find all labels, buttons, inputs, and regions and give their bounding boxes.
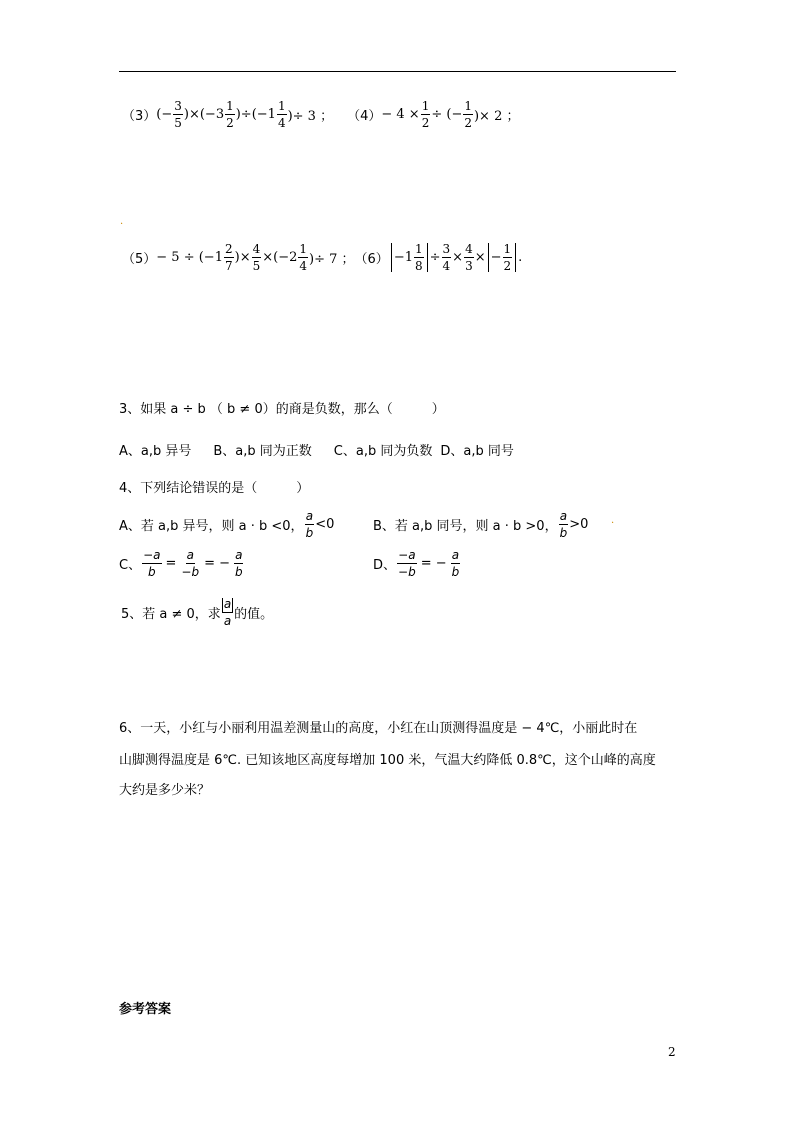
p3-text: )÷ 3 ； — [287, 109, 334, 124]
p3-text: )×(−3 — [183, 107, 225, 122]
denominator: 2 — [503, 259, 512, 273]
p6-text: . — [518, 250, 523, 265]
fraction — [142, 549, 161, 578]
question-3-options — [119, 440, 514, 459]
numerator: −a — [143, 548, 161, 562]
numerator — [222, 598, 233, 613]
numerator: 1 — [503, 242, 512, 256]
header-rule — [119, 71, 676, 72]
p6-text: × — [452, 250, 464, 265]
numerator: 2 — [224, 242, 233, 256]
numerator: a — [186, 548, 194, 562]
fraction — [559, 510, 569, 539]
p3-text: )÷(−1 — [235, 107, 276, 122]
option-b: B、a,b 同为正数 — [213, 444, 312, 459]
denominator: 2 — [464, 116, 472, 130]
problem-5-label: （5） — [122, 252, 157, 267]
denominator: 4 — [277, 116, 286, 130]
question-6-line-3: 大约是多少米？ — [119, 783, 211, 798]
option-d-text: D、 — [373, 558, 397, 573]
question-4-option-d — [373, 549, 461, 578]
denominator: 5 — [174, 116, 182, 130]
option-d: D、a,b 同号 — [440, 444, 514, 459]
p4-text: − 4 × — [381, 107, 420, 122]
answer-heading: 参考答案 — [119, 1002, 172, 1017]
denominator: 4 — [299, 259, 308, 273]
denominator: 3 — [465, 259, 473, 273]
option-c-text: C、 — [119, 558, 142, 573]
fraction — [234, 549, 244, 578]
question-5-prefix: 5、若 a ≠ 0，求 — [121, 607, 221, 622]
fraction — [224, 243, 234, 272]
denominator: b — [235, 565, 243, 579]
denominator: −b — [181, 565, 200, 579]
p3-text: (− — [156, 107, 173, 122]
fraction — [222, 598, 233, 627]
equals-sign: = — [165, 556, 177, 571]
fraction — [451, 549, 461, 578]
fraction — [464, 243, 474, 272]
p6-text: −1 — [393, 250, 413, 265]
question-5-suffix: 的值。 — [234, 607, 274, 622]
denominator: 4 — [442, 259, 451, 273]
denominator: b — [559, 526, 568, 540]
numerator: a — [235, 548, 243, 562]
numerator: 1 — [299, 242, 308, 256]
denominator: b — [305, 526, 314, 540]
denominator: b — [147, 565, 156, 579]
problem-3-label: （3） — [122, 109, 157, 124]
fraction — [252, 243, 262, 272]
page-number: 2 — [668, 1045, 676, 1059]
numerator: 3 — [174, 99, 182, 113]
denominator: 5 — [252, 259, 261, 273]
fraction — [180, 549, 200, 578]
numerator: a — [305, 509, 314, 523]
numerator: a — [559, 509, 568, 523]
denominator: 7 — [224, 259, 233, 273]
option-a: A、a,b 异号 — [119, 444, 192, 459]
p5-text: )÷ 7 ； — [309, 252, 355, 267]
p5-text: − 5 ÷ (−1 — [156, 250, 223, 265]
option-b-text: B、若 a,b 同号，则 a · b >0， — [373, 519, 558, 534]
fraction — [397, 549, 417, 578]
fraction — [173, 100, 183, 129]
fraction — [305, 510, 315, 539]
problem-3-4-line — [122, 100, 520, 129]
question-4-text: 4、下列结论错误的是（ ） — [119, 481, 310, 496]
absolute-value — [391, 243, 428, 272]
equals-sign: = − — [420, 556, 447, 571]
fraction — [503, 243, 513, 272]
fraction — [277, 100, 287, 129]
p6-text: ÷ — [429, 250, 441, 265]
numerator: 3 — [442, 242, 451, 256]
question-6-line-2: 山脚测得温度是 6℃. 已知该地区高度每增加 100 米，气温大约降低 0.8℃，这个山峰的高度 — [119, 753, 656, 768]
option-a-text: A、若 a,b 异号，则 a · b <0， — [119, 519, 304, 534]
denominator: a — [223, 614, 232, 628]
absolute-value — [488, 243, 517, 272]
stray-dot: . — [611, 515, 615, 526]
denominator: b — [451, 565, 460, 579]
numerator: 4 — [252, 242, 261, 256]
fraction — [225, 100, 235, 129]
denominator: 2 — [421, 116, 430, 130]
p4-text: )× 2 ； — [473, 109, 520, 124]
abs-a: a — [223, 597, 232, 611]
p6-text: × — [474, 250, 486, 265]
question-4-option-b — [373, 510, 588, 539]
denominator: 2 — [226, 116, 234, 130]
p5-text: ×(−2 — [262, 250, 298, 265]
numerator: a — [451, 548, 460, 562]
problem-4-label: （4） — [347, 109, 382, 124]
numerator: 1 — [421, 99, 430, 113]
numerator: −a — [398, 548, 416, 562]
question-3-text: 3、如果 a ÷ b （ b ≠ 0）的商是负数，那么（ ） — [119, 402, 445, 417]
equals-sign: = − — [204, 556, 230, 571]
fraction — [442, 243, 452, 272]
problem-5-6-line — [122, 243, 522, 272]
fraction — [421, 100, 431, 129]
numerator: 1 — [226, 99, 234, 113]
fraction — [414, 243, 424, 272]
fraction — [298, 243, 308, 272]
question-4-option-c — [119, 549, 245, 578]
denominator: 8 — [414, 259, 423, 273]
option-a-text: <0 — [315, 517, 335, 532]
numerator: 1 — [277, 99, 286, 113]
fraction — [463, 100, 473, 129]
p6-text: − — [490, 250, 502, 265]
numerator: 1 — [464, 99, 472, 113]
option-c: C、a,b 同为负数 — [333, 444, 433, 459]
denominator: −b — [398, 565, 416, 579]
option-b-text: >0 — [569, 517, 589, 532]
stray-dot: . — [120, 216, 124, 227]
question-6-line-1: 6、一天，小红与小丽利用温差测量山的高度，小红在山顶测得温度是 − 4℃，小丽此时在 — [119, 721, 638, 736]
numerator: 4 — [465, 242, 473, 256]
question-4-option-a — [119, 510, 334, 539]
numerator: 1 — [414, 242, 423, 256]
problem-6-label: （6） — [354, 252, 389, 267]
p5-text: )× — [234, 250, 251, 265]
p4-text: ÷ (− — [431, 107, 463, 122]
question-5 — [121, 598, 273, 627]
